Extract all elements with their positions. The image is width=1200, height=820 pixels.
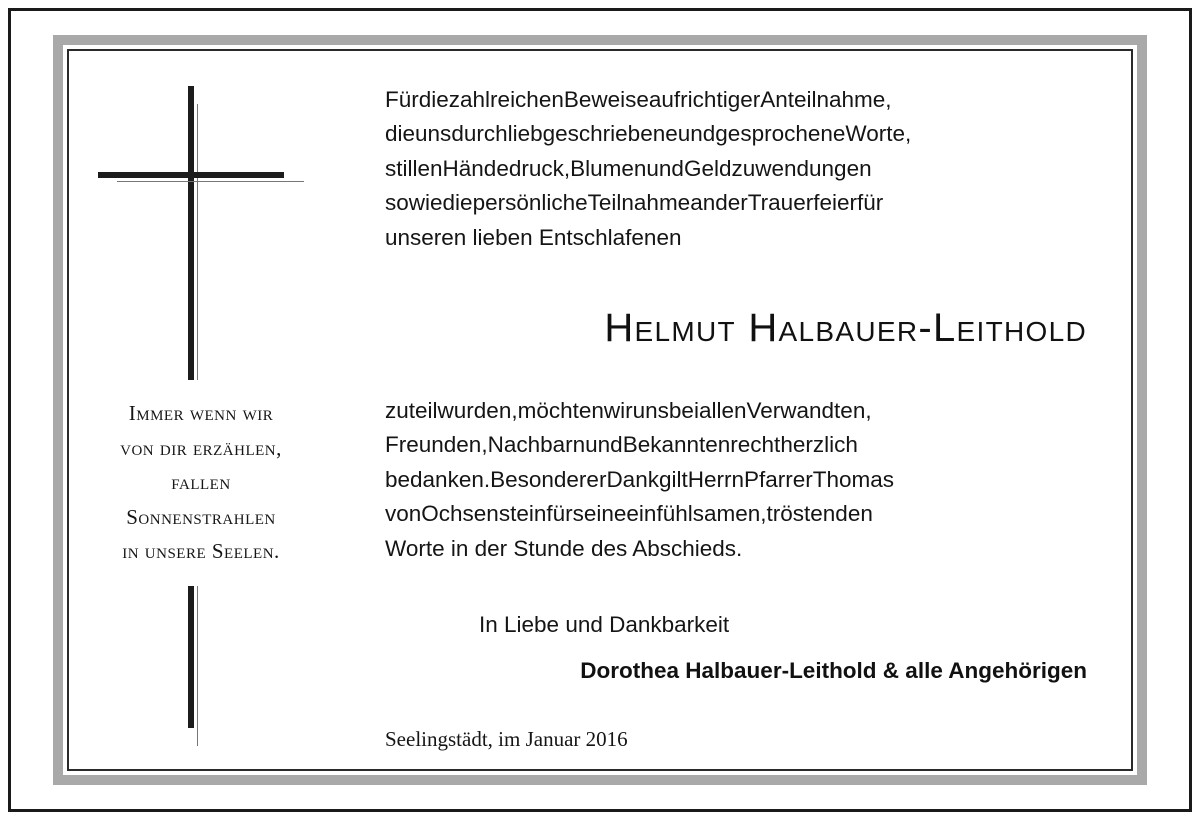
word: die bbox=[442, 190, 473, 216]
cross-icon-horizontal bbox=[98, 172, 284, 178]
word: Nachbarn bbox=[487, 432, 586, 458]
word: Pfarrer bbox=[744, 466, 813, 492]
thanks-line bbox=[385, 394, 1087, 428]
deceased-name: Helmut Halbauer-Leithold bbox=[604, 306, 1087, 350]
word: für bbox=[856, 190, 884, 216]
thanks-line: Worte in der Stunde des Abschieds. bbox=[385, 535, 743, 561]
word: wir bbox=[603, 398, 633, 423]
word: seine bbox=[572, 501, 627, 527]
word: Thomas bbox=[812, 466, 895, 492]
word: von bbox=[385, 501, 422, 527]
cross-icon-vertical-top bbox=[188, 86, 194, 380]
quote-line: in unsere Seelen. bbox=[122, 539, 280, 563]
memorial-quote bbox=[80, 396, 322, 569]
intro-line bbox=[385, 117, 1087, 151]
word: für bbox=[546, 501, 573, 527]
word: Anteilnahme, bbox=[760, 87, 892, 112]
word: und bbox=[585, 432, 623, 458]
quote-line: Sonnenstrahlen bbox=[126, 504, 276, 529]
word: gesprochene bbox=[715, 121, 846, 147]
word: Herrn bbox=[687, 466, 744, 492]
word: und bbox=[677, 121, 716, 147]
quote-line: Immer wenn wir bbox=[128, 401, 274, 425]
word: recht bbox=[730, 432, 781, 458]
word: wurden, bbox=[437, 398, 518, 423]
word: uns bbox=[632, 398, 669, 423]
word: Bekannten bbox=[622, 432, 731, 458]
word: an bbox=[690, 190, 716, 216]
intro-line bbox=[385, 152, 1087, 186]
word: Beweise bbox=[563, 87, 649, 112]
word: durch bbox=[451, 121, 508, 147]
place-and-date: Seelingstädt, im Januar 2016 bbox=[385, 727, 628, 751]
signature: Dorothea Halbauer-Leithold & alle Angehörigen bbox=[580, 658, 1087, 683]
word: möchten bbox=[517, 398, 604, 423]
word: Trauerfeier bbox=[747, 190, 857, 216]
word: zahlreichen bbox=[448, 87, 564, 112]
word: sowie bbox=[385, 190, 443, 216]
word: gilt bbox=[658, 466, 688, 492]
thanks-paragraph bbox=[385, 394, 1087, 566]
word: herzlich bbox=[780, 432, 858, 458]
quote-line: von dir erzählen, bbox=[120, 435, 282, 460]
word: Händedruck, bbox=[442, 155, 571, 181]
word: uns bbox=[415, 121, 452, 147]
closing-greeting: In Liebe und Dankbarkeit bbox=[479, 612, 730, 637]
word: stillen bbox=[385, 155, 443, 181]
word: persönliche bbox=[472, 190, 588, 216]
word: bedanken. bbox=[385, 466, 491, 492]
thanks-line bbox=[385, 497, 1087, 531]
cross-icon-vertical-shadow-bottom bbox=[197, 586, 198, 746]
intro-line bbox=[385, 186, 1087, 220]
word: Freunden, bbox=[385, 432, 488, 458]
word: die bbox=[418, 87, 449, 112]
word: bei bbox=[668, 398, 699, 423]
word: allen bbox=[698, 398, 747, 423]
word: Verwandten, bbox=[746, 398, 872, 423]
intro-line bbox=[385, 83, 1087, 117]
word: Dank bbox=[606, 466, 659, 492]
word: Ochsenstein bbox=[421, 501, 547, 527]
word: zuteil bbox=[385, 398, 438, 423]
word: Teilnahme bbox=[587, 190, 691, 216]
cross-icon-vertical-shadow-top bbox=[197, 104, 198, 380]
thanks-line bbox=[385, 463, 1087, 497]
word: lieb bbox=[507, 121, 543, 147]
word: Geldzuwendungen bbox=[683, 155, 872, 181]
quote-line: fallen bbox=[171, 470, 231, 494]
word: Worte, bbox=[845, 121, 912, 147]
intro-paragraph bbox=[385, 83, 1087, 255]
cross-icon-vertical-bottom bbox=[188, 586, 194, 728]
thanks-line bbox=[385, 428, 1087, 462]
word: tröstenden bbox=[766, 501, 873, 527]
word: geschriebene bbox=[542, 121, 678, 147]
cross-icon-horizontal-shadow bbox=[117, 181, 304, 182]
word: und bbox=[646, 155, 684, 181]
word: Für bbox=[385, 87, 419, 112]
word: einfühlsamen, bbox=[626, 501, 767, 527]
word: der bbox=[715, 190, 748, 216]
word: die bbox=[385, 121, 416, 147]
intro-line: unseren lieben Entschlafenen bbox=[385, 224, 682, 250]
word: Besonderer bbox=[490, 466, 607, 492]
word: aufrichtiger bbox=[648, 87, 761, 112]
word: Blumen bbox=[570, 155, 647, 181]
